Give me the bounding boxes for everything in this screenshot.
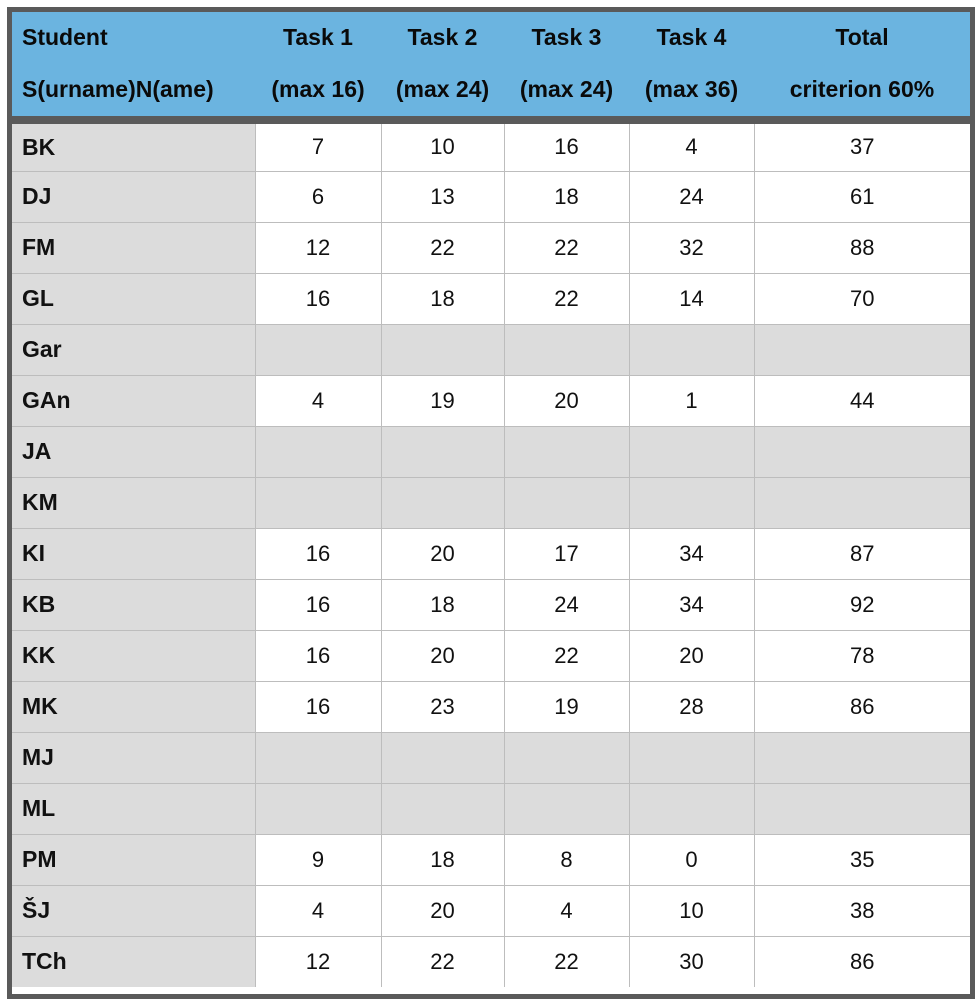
total-score-cell: 86	[754, 681, 970, 732]
student-name-cell: GAn	[12, 375, 255, 426]
task1-score-cell	[255, 477, 381, 528]
task1-score-cell: 4	[255, 885, 381, 936]
task1-score-cell	[255, 783, 381, 834]
task1-score-cell: 16	[255, 681, 381, 732]
task4-score-cell: 0	[629, 834, 754, 885]
student-name-cell: KI	[12, 528, 255, 579]
task3-score-cell: 22	[504, 222, 629, 273]
total-score-cell: 70	[754, 273, 970, 324]
task2-score-cell: 20	[381, 630, 504, 681]
task1-score-cell: 12	[255, 222, 381, 273]
header-task2-max: (max 24)	[381, 62, 504, 120]
task3-score-cell: 20	[504, 375, 629, 426]
header-total: Total	[754, 12, 970, 62]
task1-score-cell: 12	[255, 936, 381, 987]
header-row-titles	[12, 12, 970, 62]
task2-score-cell	[381, 783, 504, 834]
task1-score-cell: 6	[255, 171, 381, 222]
task4-score-cell: 24	[629, 171, 754, 222]
student-name-cell: PM	[12, 834, 255, 885]
task2-score-cell: 18	[381, 579, 504, 630]
task4-score-cell: 34	[629, 579, 754, 630]
task4-score-cell: 28	[629, 681, 754, 732]
header-task4-max: (max 36)	[629, 62, 754, 120]
total-score-cell: 87	[754, 528, 970, 579]
task3-score-cell: 24	[504, 579, 629, 630]
task3-score-cell: 17	[504, 528, 629, 579]
task3-score-cell: 22	[504, 273, 629, 324]
total-score-cell	[754, 783, 970, 834]
task2-score-cell: 22	[381, 936, 504, 987]
task2-score-cell: 23	[381, 681, 504, 732]
table-row	[12, 426, 970, 477]
task1-score-cell: 9	[255, 834, 381, 885]
task2-score-cell: 20	[381, 528, 504, 579]
table-row	[12, 171, 970, 222]
student-name-cell: ML	[12, 783, 255, 834]
total-score-cell: 88	[754, 222, 970, 273]
table-header	[12, 12, 970, 120]
total-score-cell: 61	[754, 171, 970, 222]
total-score-cell: 37	[754, 120, 970, 171]
header-student-format: S(urname)N(ame)	[12, 62, 255, 120]
task4-score-cell: 30	[629, 936, 754, 987]
task3-score-cell: 8	[504, 834, 629, 885]
student-name-cell: ŠJ	[12, 885, 255, 936]
task2-score-cell	[381, 732, 504, 783]
task3-score-cell	[504, 732, 629, 783]
table-row	[12, 579, 970, 630]
table-row	[12, 885, 970, 936]
task3-score-cell	[504, 324, 629, 375]
total-score-cell: 92	[754, 579, 970, 630]
task3-score-cell	[504, 477, 629, 528]
table-row	[12, 273, 970, 324]
task4-score-cell	[629, 477, 754, 528]
header-row-details	[12, 62, 970, 120]
task3-score-cell: 16	[504, 120, 629, 171]
table-row	[12, 324, 970, 375]
student-name-cell: DJ	[12, 171, 255, 222]
header-total-criterion: criterion 60%	[754, 62, 970, 120]
task3-score-cell	[504, 426, 629, 477]
task1-score-cell: 16	[255, 528, 381, 579]
student-name-cell: KB	[12, 579, 255, 630]
task3-score-cell: 4	[504, 885, 629, 936]
student-name-cell: TCh	[12, 936, 255, 987]
student-name-cell: KK	[12, 630, 255, 681]
task2-score-cell: 13	[381, 171, 504, 222]
table-row	[12, 834, 970, 885]
student-name-cell: JA	[12, 426, 255, 477]
table-row	[12, 375, 970, 426]
task4-score-cell	[629, 783, 754, 834]
student-name-cell: MK	[12, 681, 255, 732]
total-score-cell	[754, 477, 970, 528]
table-row	[12, 528, 970, 579]
student-name-cell: Gar	[12, 324, 255, 375]
task4-score-cell: 34	[629, 528, 754, 579]
task1-score-cell: 7	[255, 120, 381, 171]
task1-score-cell: 16	[255, 579, 381, 630]
table-body	[12, 120, 970, 987]
task4-score-cell: 14	[629, 273, 754, 324]
task4-score-cell: 1	[629, 375, 754, 426]
student-name-cell: MJ	[12, 732, 255, 783]
student-name-cell: FM	[12, 222, 255, 273]
task4-score-cell	[629, 732, 754, 783]
table-row	[12, 222, 970, 273]
task3-score-cell	[504, 783, 629, 834]
total-score-cell: 38	[754, 885, 970, 936]
task2-score-cell: 18	[381, 273, 504, 324]
task2-score-cell: 20	[381, 885, 504, 936]
table-row	[12, 681, 970, 732]
header-task3: Task 3	[504, 12, 629, 62]
table-row	[12, 936, 970, 987]
task1-score-cell: 4	[255, 375, 381, 426]
task4-score-cell: 10	[629, 885, 754, 936]
table-row	[12, 783, 970, 834]
table-row	[12, 630, 970, 681]
student-name-cell: GL	[12, 273, 255, 324]
task4-score-cell: 20	[629, 630, 754, 681]
task3-score-cell: 18	[504, 171, 629, 222]
task1-score-cell	[255, 324, 381, 375]
task1-score-cell	[255, 426, 381, 477]
total-score-cell: 86	[754, 936, 970, 987]
task1-score-cell: 16	[255, 273, 381, 324]
task2-score-cell	[381, 426, 504, 477]
header-task3-max: (max 24)	[504, 62, 629, 120]
total-score-cell	[754, 324, 970, 375]
task2-score-cell: 19	[381, 375, 504, 426]
total-score-cell: 35	[754, 834, 970, 885]
task3-score-cell: 19	[504, 681, 629, 732]
header-task4: Task 4	[629, 12, 754, 62]
total-score-cell: 78	[754, 630, 970, 681]
total-score-cell	[754, 426, 970, 477]
total-score-cell: 44	[754, 375, 970, 426]
header-task2: Task 2	[381, 12, 504, 62]
task3-score-cell: 22	[504, 630, 629, 681]
task1-score-cell: 16	[255, 630, 381, 681]
task2-score-cell: 10	[381, 120, 504, 171]
student-name-cell: KM	[12, 477, 255, 528]
task3-score-cell: 22	[504, 936, 629, 987]
task2-score-cell: 22	[381, 222, 504, 273]
table-row	[12, 732, 970, 783]
results-table-frame	[7, 7, 975, 999]
results-table	[12, 12, 970, 987]
task4-score-cell	[629, 426, 754, 477]
table-row	[12, 120, 970, 171]
student-name-cell: BK	[12, 120, 255, 171]
task4-score-cell: 4	[629, 120, 754, 171]
task4-score-cell: 32	[629, 222, 754, 273]
task2-score-cell	[381, 324, 504, 375]
task1-score-cell	[255, 732, 381, 783]
header-task1: Task 1	[255, 12, 381, 62]
header-student: Student	[12, 12, 255, 62]
task4-score-cell	[629, 324, 754, 375]
task2-score-cell: 18	[381, 834, 504, 885]
total-score-cell	[754, 732, 970, 783]
table-row	[12, 477, 970, 528]
header-task1-max: (max 16)	[255, 62, 381, 120]
task2-score-cell	[381, 477, 504, 528]
